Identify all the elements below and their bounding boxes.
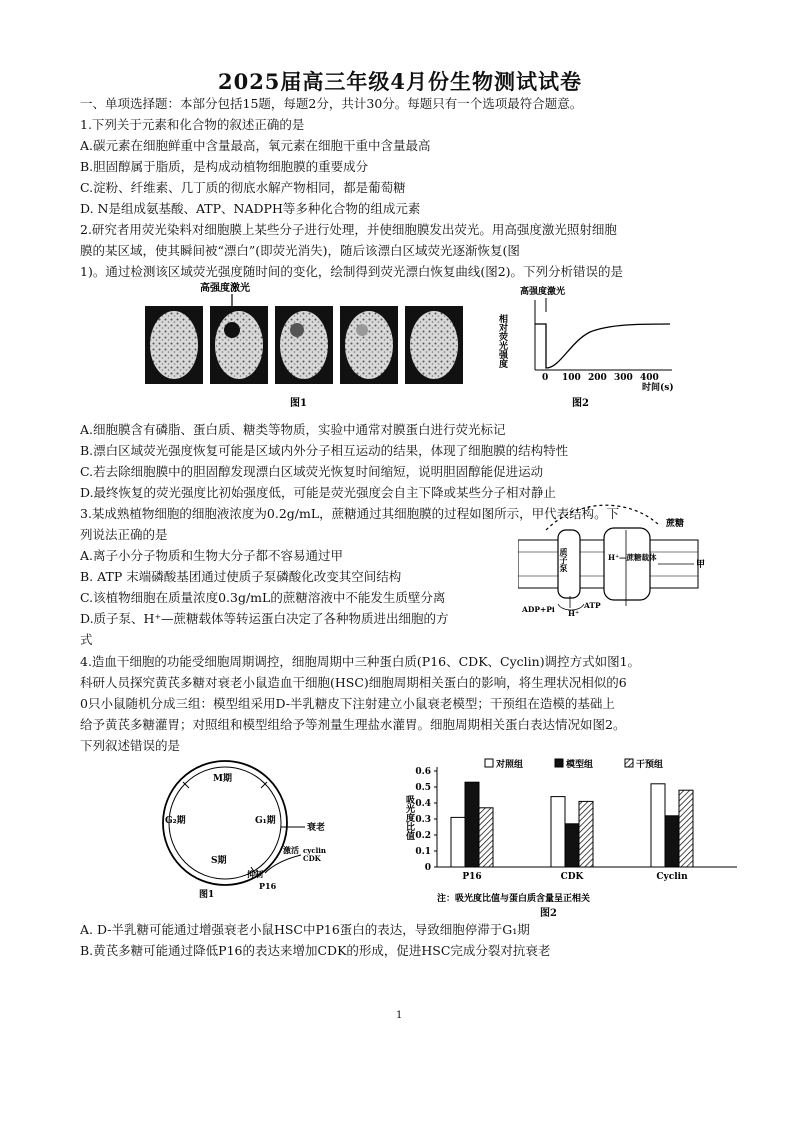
q3-option-d-cont: 式 [80,632,93,647]
y-tick-label: 0.6 [415,767,431,777]
bar [479,808,493,867]
q3-option-c: C.该植物细胞在质量浓度0.3g/mL的蔗糖溶液中不能发生质壁分离 [80,590,446,605]
q4-option-b: B.黄芪多糖可能通过降低P16的表达来增加CDK的形成，促进HSC完成分裂对抗衰老 [80,943,551,958]
cell [215,311,263,379]
bleached-spot [224,322,240,338]
q4-stem-line: 4.造血干细胞的功能受细胞周期调控，细胞周期中三种蛋白质(P16、CDK、Cyclin)调控方式如图1。 [80,654,641,669]
legend-swatch [625,759,633,767]
x-tick: 100 [562,373,581,383]
chart-legend [485,758,663,770]
q1-option-d: D. N是组成氨基酸、ATP、NADPH等多种化合物的组成元素 [80,201,421,216]
category-label: CDK [560,872,584,882]
q4-cell-cycle-figure [155,755,345,900]
bleached-spot [290,323,304,337]
q3-option-a: A.离子小分子物质和生物大分子都不容易通过甲 [80,548,344,563]
chart-note: 注：吸光度比值与蛋白质含量呈正相关 [437,894,591,904]
jia-label: 甲 [696,560,706,570]
adp-label: ADP+Pi [522,605,555,614]
s-phase: S期 [211,856,227,866]
bar [651,784,665,867]
fig1-caption: 图1 [199,890,215,900]
section-heading: 一、单项选择题：本部分包括15题，每题2分，共计30分。每题只有一个选项最符合题意。 [80,96,583,111]
x-tick: 200 [588,373,607,383]
cell [150,311,198,379]
chart-ylabel: 吸光度比值 [404,795,414,840]
sucrose-path [546,505,658,530]
inhibit-label: 抑制 [247,869,263,879]
q1-option-b: B.胆固醇属于脂质，是构成动植物细胞膜的重要成分 [80,159,369,174]
y-tick-label: 0.1 [415,847,431,857]
pump-label: 质子泵 [559,548,569,572]
fig2-caption: 图2 [540,908,557,919]
fig2-laser-label: 高强度激光 [520,287,566,297]
carrier-label: H⁺—蔗糖载体 [608,553,657,562]
q2-option-d: D.最终恢复的荧光强度比初始强度低，可能是荧光强度会自主下降或某些分子相对静止 [80,485,557,500]
q3-membrane-figure [518,500,708,618]
legend-swatch [485,759,493,767]
sucrose-label: 蔗糖 [666,519,685,529]
fig2-ylabel: 相对荧光强度 [497,314,507,368]
q1-option-a: A.碳元素在细胞鲜重中含量最高，氧元素在细胞干重中含量最高 [80,138,431,153]
q3-option-b: B. ATP 末端磷酸基团通过使质子泵磷酸化改变其空间结构 [80,569,402,584]
y-tick-label: 0.5 [415,783,431,793]
q2-figure-2 [490,282,690,412]
bar [465,782,479,867]
cell [345,311,393,379]
aging-label: 衰老 [307,823,326,833]
y-tick-label: 0.2 [415,831,431,841]
recovery-curve [535,324,670,368]
q1-option-c: C.淀粉、纤维素、几丁质的彻底水解产物相同，都是葡萄糖 [80,180,406,195]
m-phase: M期 [213,774,232,784]
fig1-caption: 图1 [290,398,307,409]
h-sucrose-carrier [604,528,650,600]
bleached-spot [356,324,368,336]
bar [551,797,565,867]
q4-bar-chart [385,755,765,905]
x-tick: 0 [542,373,549,383]
q4-stem-line: 下列叙述错误的是 [80,738,181,753]
cell [410,311,458,379]
bar [679,790,693,867]
atp-label: ATP [584,601,601,610]
q3-option-d: D.质子泵、H⁺—蔗糖载体等转运蛋白决定了各种物质进出细胞的方 [80,611,449,626]
bar [451,817,465,867]
category-label: Cyclin [656,872,688,882]
legend-swatch [555,759,563,767]
legend-label: 模型组 [566,760,594,770]
legend-label: 对照组 [496,760,524,770]
bar [579,801,593,867]
g2-phase: G₂期 [165,816,186,826]
y-tick-label: 0.3 [415,815,431,825]
g1-phase: G₁期 [255,816,276,826]
q4-stem-line: 科研人员探究黄芪多糖对衰老小鼠造血干细胞(HSC)细胞周期相关蛋白的影响，将生理状况相似的6 [80,675,627,690]
fig1-laser-label: 高强度激光 [200,283,250,294]
q2-figure-1 [140,282,470,412]
y-tick-label: 0.4 [415,799,431,809]
fig2-xlabel: 时间(s) [642,383,674,393]
legend-label: 干预组 [636,760,664,770]
q2-option-b: B.漂白区域荧光强度恢复可能是区域内外分子相互运动的结果，体现了细胞膜的结构特性 [80,443,569,458]
exam-title: 2025届高三年级4月份生物测试试卷 [217,69,583,94]
q2-option-a: A.细胞膜含有磷脂、蛋白质、糖类等物质，实验中通常对膜蛋白进行荧光标记 [80,422,506,437]
q4-stem-line: 0只小鼠随机分成三组：模型组采用D-半乳糖皮下注射建立小鼠衰老模型；干预组在造模的基础上 [80,696,615,711]
bar [565,824,579,867]
category-label: P16 [462,872,482,882]
fig2-caption: 图2 [572,398,589,409]
cdk-label: CDK [303,854,321,863]
x-tick: 400 [640,373,659,383]
page-number: 1 [396,1010,403,1021]
q3-stem-line: 列说法正确的是 [80,527,168,542]
q2-stem-line: 2.研究者用荧光染料对细胞膜上某些分子进行处理，并使细胞膜发出荧光。用高强度激光照射细胞 [80,222,617,237]
p16-label: P16 [259,881,277,891]
activate-label: 激活 [283,845,299,855]
cell [280,311,328,379]
y-tick-label: 0 [424,863,431,873]
q2-stem-line: 膜的某区域，使其瞬间被“漂白”(即荧光消失)，随后该漂白区域荧光逐渐恢复(图 [80,243,520,258]
q1-stem: 1.下列关于元素和化合物的叙述正确的是 [80,117,305,132]
x-tick: 300 [614,373,633,383]
bar [665,816,679,867]
q4-stem-line: 给予黄芪多糖灌胃；对照组和模型组给予等剂量生理盐水灌胃。细胞周期相关蛋白表达情况如图2。 [80,717,626,732]
h-label: H⁺ [568,609,580,618]
cyclin-label: cyclin [303,846,326,855]
q4-option-a: A. D-半乳糖可能通过增强衰老小鼠HSC中P16蛋白的表达，导致细胞停滞于G₁期 [80,922,530,937]
q3-stem-line: 3.某成熟植物细胞的细胞液浓度为0.2g/mL，蔗糖通过其细胞膜的过程如图所示，甲代表结构。下 [80,506,620,521]
q2-stem-line: 1)。通过检测该区域荧光强度随时间的变化，绘制得到荧光漂白恢复曲线(图2)。下列分析错误的是 [80,264,624,279]
q2-option-c: C.若去除细胞膜中的胆固醇发现漂白区域荧光恢复时间缩短，说明胆固醇能促进运动 [80,464,544,479]
